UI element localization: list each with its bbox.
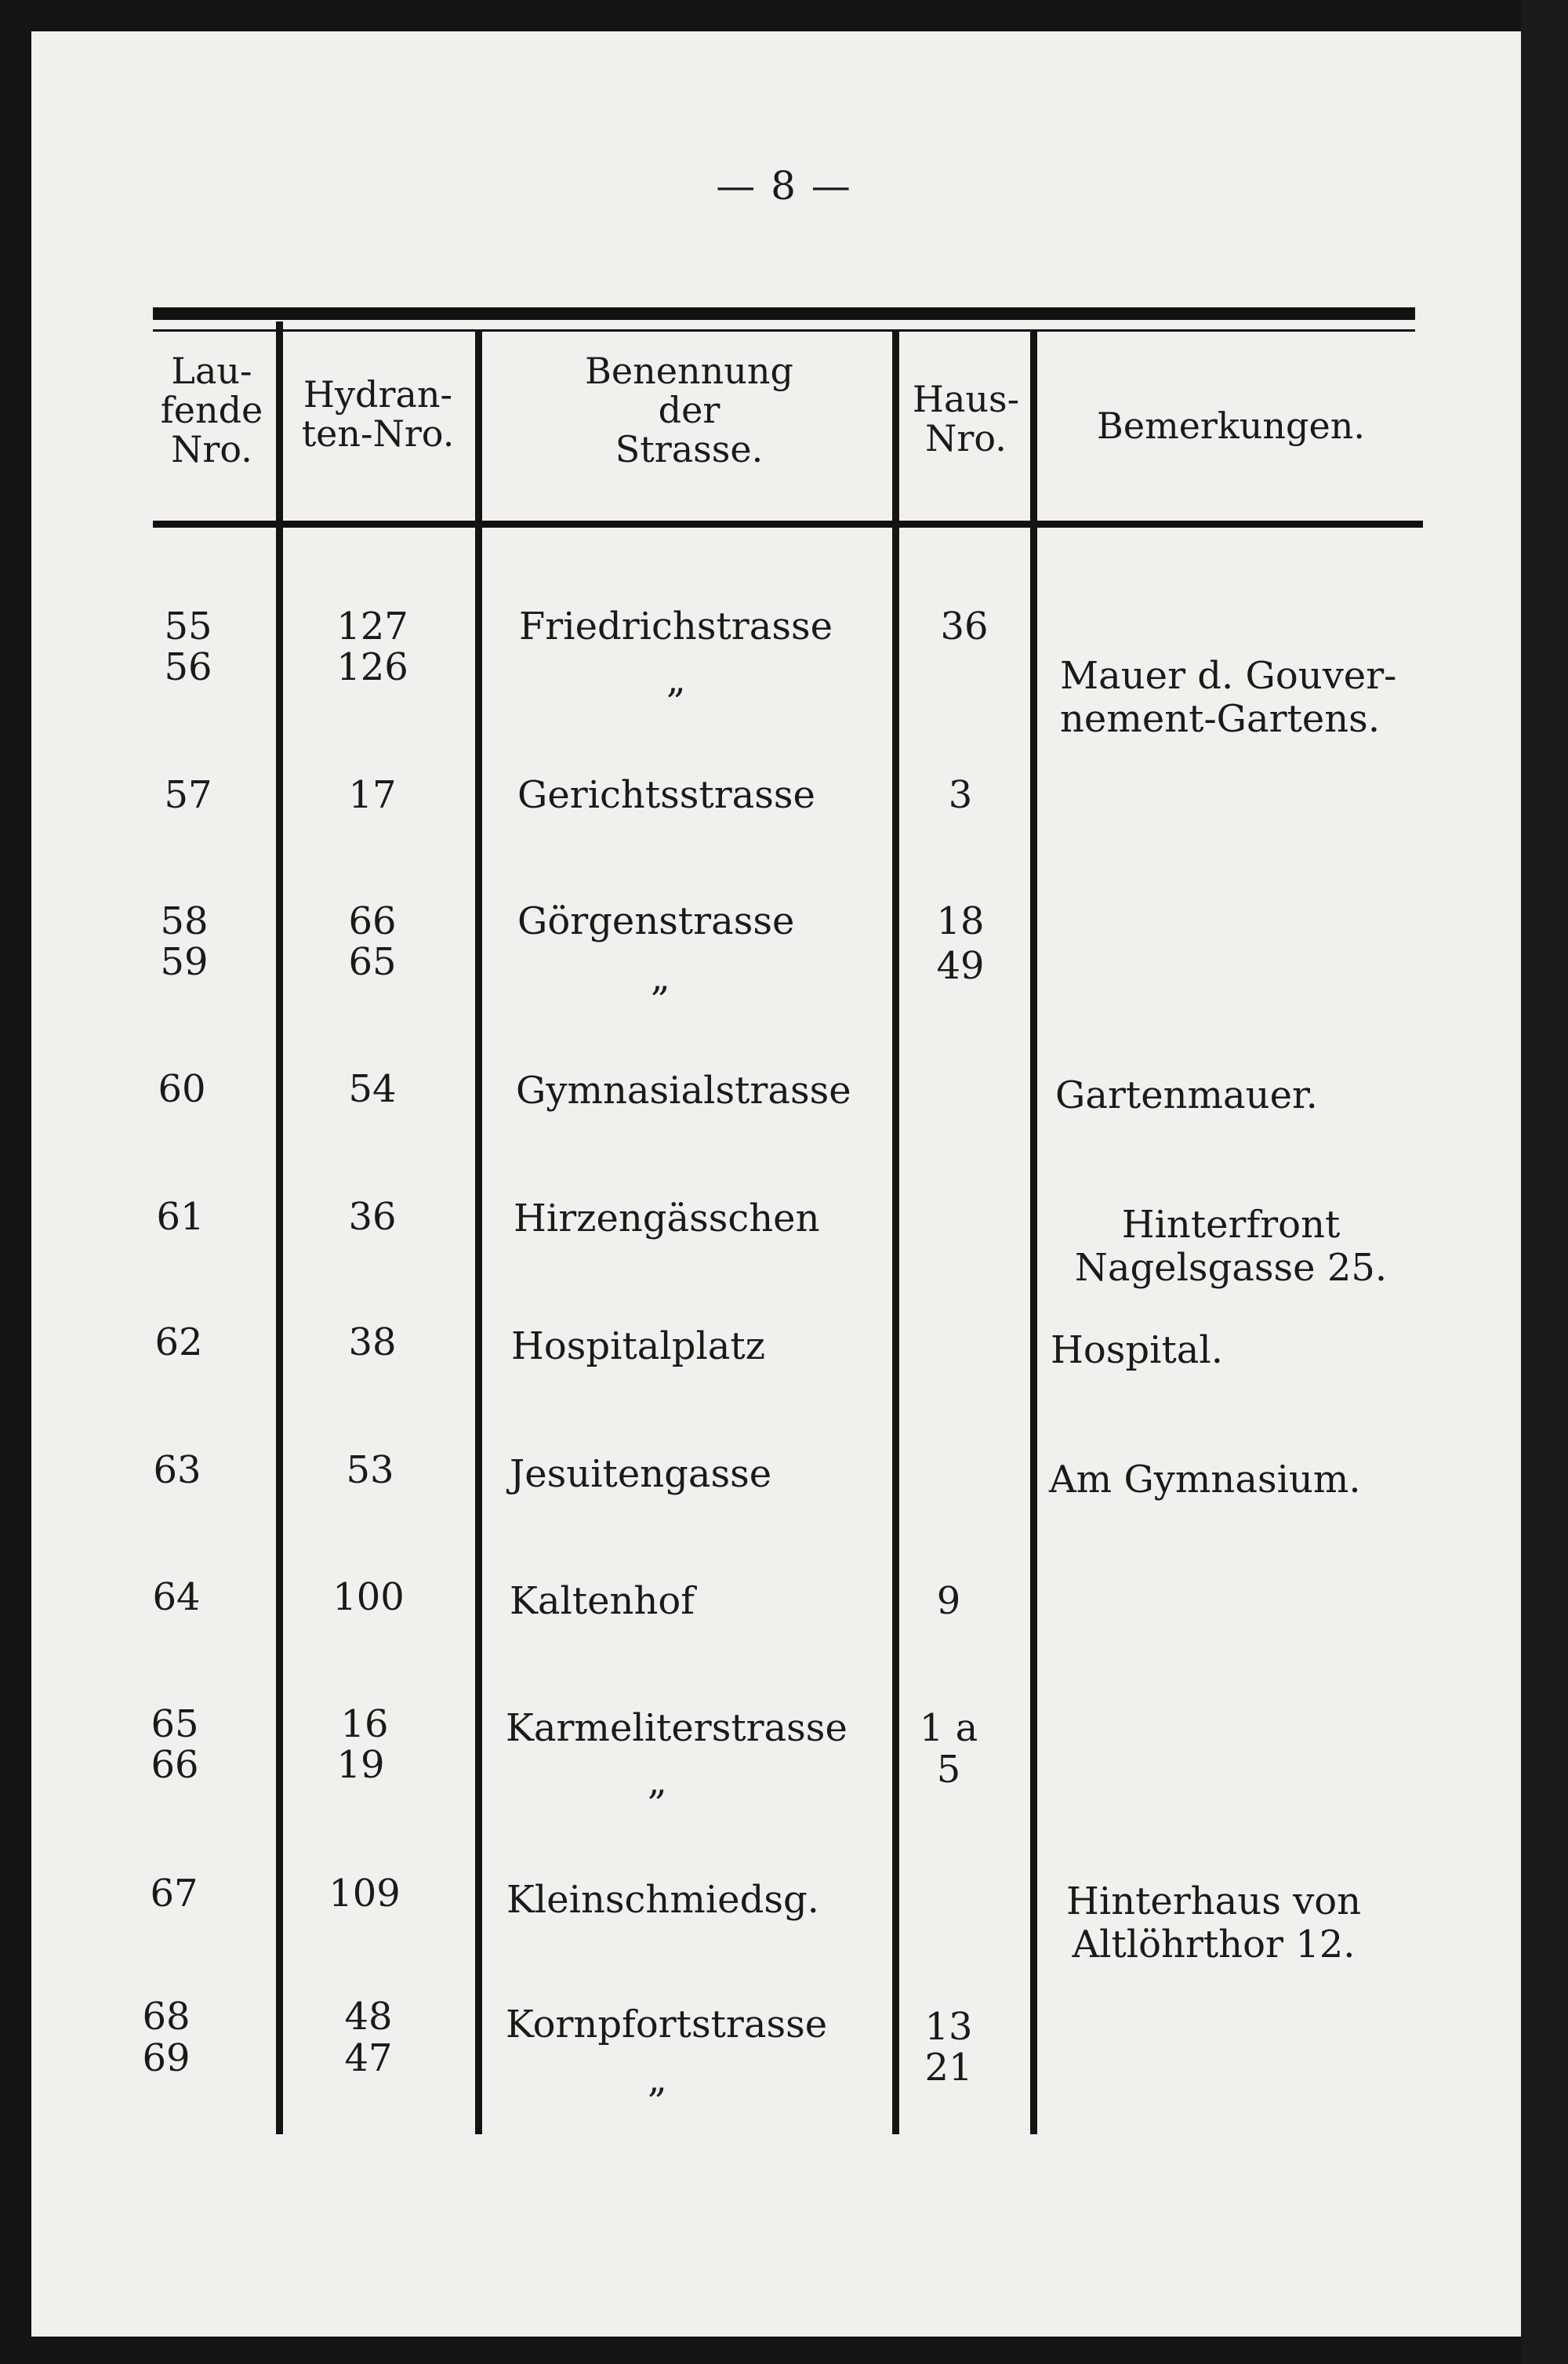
row-56-bemerkung: Mauer d. Gouver- nement-Gartens. xyxy=(1060,654,1397,741)
row-68-haus-nr: 13 xyxy=(924,2005,973,2049)
row-69-haus-nr: 21 xyxy=(924,2046,973,2090)
row-59-haus-nr: 49 xyxy=(936,944,985,988)
row-58-strasse: Görgenstrasse xyxy=(517,899,795,943)
row-67-hydrant-nr: 109 xyxy=(328,1872,401,1916)
row-64-laufende-nr: 64 xyxy=(152,1575,201,1619)
header-haus-nr: Haus- Nro. xyxy=(912,378,1020,459)
header-laufende-nr: Lau- fende Nro. xyxy=(160,350,263,470)
row-55-hydrant-nr: 127 xyxy=(336,605,408,648)
page-number: — 8 — xyxy=(716,163,852,209)
row-57-strasse: Gerichtsstrasse xyxy=(517,773,815,817)
row-66-strasse: „ xyxy=(648,1759,667,1803)
row-55-laufende-nr: 55 xyxy=(164,605,212,648)
header-benennung-strasse: Benennung der Strasse. xyxy=(585,350,793,470)
row-64-haus-nr: 9 xyxy=(936,1579,961,1623)
row-61-bemerkung: Hinterfront Nagelsgasse 25. xyxy=(1074,1203,1388,1290)
row-61-hydrant-nr: 36 xyxy=(348,1195,397,1239)
row-65-haus-nr: 1 a xyxy=(919,1706,978,1750)
row-60-hydrant-nr: 54 xyxy=(348,1067,397,1111)
row-68-laufende-nr: 68 xyxy=(142,1995,191,2039)
row-66-laufende-nr: 66 xyxy=(151,1743,199,1787)
row-68-hydrant-nr: 48 xyxy=(344,1995,393,2039)
row-69-strasse: „ xyxy=(648,2057,667,2101)
row-67-laufende-nr: 67 xyxy=(150,1872,198,1916)
row-56-hydrant-nr: 126 xyxy=(336,645,408,689)
row-59-hydrant-nr: 65 xyxy=(348,940,397,984)
row-60-bemerkung: Gartenmauer. xyxy=(1055,1073,1318,1117)
row-59-strasse: „ xyxy=(651,956,670,1000)
row-61-strasse: Hirzengässchen xyxy=(514,1197,820,1240)
column-divider-3 xyxy=(892,329,899,2134)
row-56-strasse: „ xyxy=(666,658,686,702)
row-55-haus-nr: 36 xyxy=(940,605,989,648)
row-68-strasse: Kornpfortstrasse xyxy=(506,2003,828,2046)
row-63-strasse: Jesuitengasse xyxy=(510,1452,772,1496)
table-top-rule xyxy=(153,307,1415,320)
row-58-hydrant-nr: 66 xyxy=(348,899,397,943)
row-66-hydrant-nr: 19 xyxy=(336,1743,385,1787)
row-65-laufende-nr: 65 xyxy=(151,1702,199,1746)
column-divider-1 xyxy=(276,321,283,2134)
row-63-hydrant-nr: 53 xyxy=(346,1448,394,1492)
row-62-strasse: Hospitalplatz xyxy=(511,1324,765,1368)
column-divider-2 xyxy=(475,329,482,2134)
row-63-bemerkung: Am Gymnasium. xyxy=(1049,1458,1361,1502)
row-56-laufende-nr: 56 xyxy=(164,645,212,689)
row-65-strasse: Karmeliterstrasse xyxy=(506,1706,848,1750)
row-58-laufende-nr: 58 xyxy=(160,899,209,943)
row-64-strasse: Kaltenhof xyxy=(510,1579,695,1623)
row-57-laufende-nr: 57 xyxy=(164,773,212,817)
row-66-haus-nr: 5 xyxy=(936,1748,961,1792)
column-divider-4 xyxy=(1030,329,1037,2134)
header-bemerkungen: Bemerkungen. xyxy=(1097,405,1365,447)
row-62-bemerkung: Hospital. xyxy=(1051,1328,1223,1372)
row-62-hydrant-nr: 38 xyxy=(348,1320,397,1364)
row-67-strasse: Kleinschmiedsg. xyxy=(506,1878,819,1922)
row-69-hydrant-nr: 47 xyxy=(344,2036,393,2080)
row-58-haus-nr: 18 xyxy=(936,899,985,943)
header-hydranten-nr: Hydran- ten-Nro. xyxy=(301,373,455,455)
header-bottom-rule xyxy=(153,521,1423,528)
row-55-strasse: Friedrichstrasse xyxy=(519,605,833,648)
scan-border xyxy=(1521,0,1568,2364)
row-64-hydrant-nr: 100 xyxy=(332,1575,405,1619)
row-60-strasse: Gymnasialstrasse xyxy=(516,1069,851,1113)
row-57-haus-nr: 3 xyxy=(948,773,973,817)
row-57-hydrant-nr: 17 xyxy=(348,773,397,817)
row-62-laufende-nr: 62 xyxy=(154,1320,203,1364)
table-top-thin-rule xyxy=(153,329,1415,332)
row-67-bemerkung: Hinterhaus von Altlöhrthor 12. xyxy=(1065,1879,1362,1966)
row-63-laufende-nr: 63 xyxy=(153,1448,201,1492)
row-65-hydrant-nr: 16 xyxy=(340,1702,389,1746)
row-60-laufende-nr: 60 xyxy=(158,1067,206,1111)
row-69-laufende-nr: 69 xyxy=(142,2036,191,2080)
row-61-laufende-nr: 61 xyxy=(156,1195,205,1239)
row-59-laufende-nr: 59 xyxy=(160,940,209,984)
